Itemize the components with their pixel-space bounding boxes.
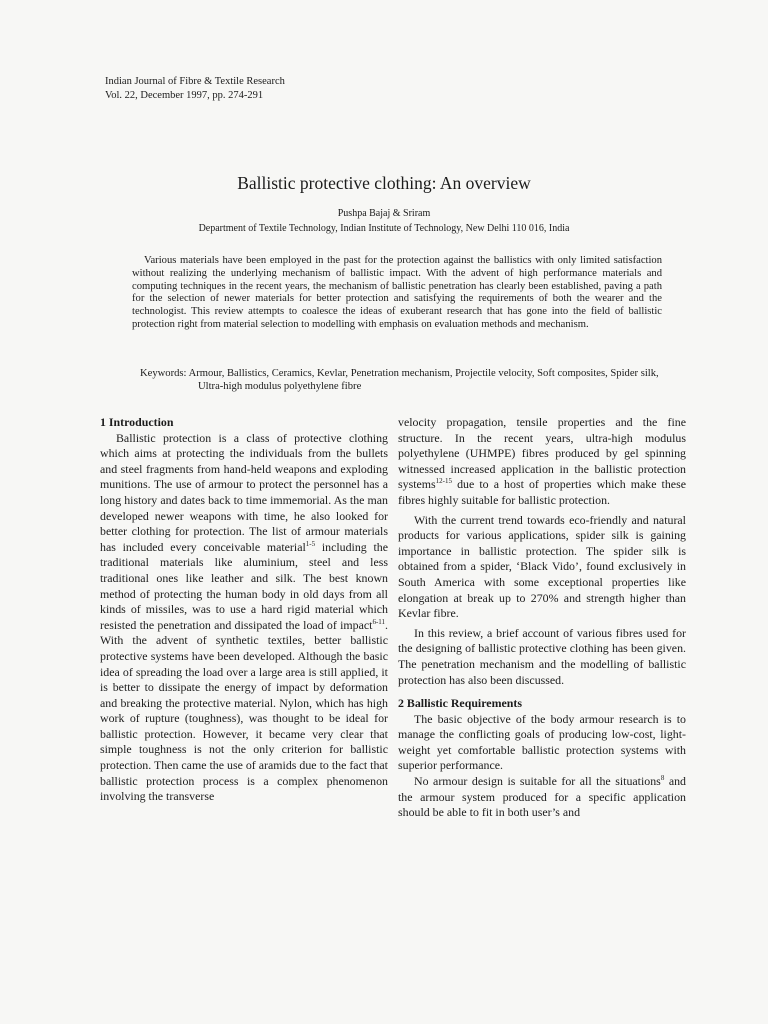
journal-name: Indian Journal of Fibre & Textile Research <box>105 76 285 87</box>
section-heading-ballistic-requirements: 2 Ballistic Requirements <box>398 696 522 711</box>
citation-ref: 1-5 <box>305 539 316 548</box>
intro-text-1: Ballistic protection is a class of protective clothing which aims at protecting the individuals from the bullets and steel fragments from hand-held weapons and exploding munitions. The use of armour to protect the personnel has a long history and dates back to time immemorial. As the man developed newer weapons with time, he also looked for better clothing for protection. The list of armour materials has included every conceivable material <box>100 430 388 554</box>
paper-title: Ballistic protective clothing: An overview <box>237 173 531 193</box>
body-paragraph <box>398 415 686 509</box>
sec2-text-2: and the armour system produced for a specific application should be able to fit in both user’s and <box>398 774 686 820</box>
author-affiliation: Department of Textile Technology, Indian Institute of Technology, New Delhi 110 016, India <box>198 223 570 234</box>
left-column <box>100 415 388 805</box>
right-text-1: velocity propagation, tensile properties and the fine structure. In the recent years, ultra-high modulus polyethylene (UHMPE) fibres produced by gel spinning witnessed increased application in the ballistic protection systems <box>398 415 686 492</box>
journal-header <box>105 75 285 102</box>
citation-ref: 12-15 <box>435 477 453 486</box>
keywords-label: Keywords: <box>140 368 187 379</box>
body-paragraph <box>398 774 686 821</box>
body-paragraph: The basic objective of the body armour research is to manage the conflicting goals of producing low-cost, light-weight yet comfortable ballistic protection systems with superior performance. <box>398 711 686 773</box>
intro-text-3: . With the advent of synthetic textiles, better ballistic protective systems have been developed. Although the basic idea of spreading the load over a large area is still applied, it is better to dissipate the energy of impact by deformation and breaking the protective material. Nylon, which has high work of rupture (toughness), was thought to be ideal for ballistic protection. However, it became very clear that simple toughness is not the only criterion for ballistic protection. Then came the use of aramids due to the fact that ballistic protection process is a complex phenomenon involving the transverse <box>100 617 388 804</box>
journal-volume: Vol. 22, December 1997, pp. 274-291 <box>105 89 264 101</box>
body-paragraph: With the current trend towards eco-friendly and natural products for various applications, spider silk is gaining importance in ballistic protection. The spider silk is obtained from a spider, ‘Black Vido’, found exclusively in South America with some exceptional properties like elongation at break up to 270% and strength higher than Kevlar fibre. <box>398 512 686 621</box>
paper-authors: Pushpa Bajaj & Sriram <box>337 208 431 219</box>
intro-paragraph <box>100 431 388 805</box>
body-paragraph: In this review, a brief account of various fibres used for the designing of ballistic protective clothing has been given. The penetration mechanism and the modelling of ballistic protection has also been discussed. <box>398 625 686 687</box>
keywords-text: Armour, Ballistics, Ceramics, Kevlar, Penetration mechanism, Projectile velocity, Soft composites, Spider silk, Ultra-high modulus polyethylene fibre <box>188 368 659 392</box>
right-text-2: due to a host of properties which make these fibres highly suitable for ballistic protection. <box>398 477 686 507</box>
abstract: Various materials have been employed in the past for the protection against the ballistics with only limited satisfaction without realizing the underlying mechanism of ballistic impact. With the advent of high performance materials and computing techniques in the recent years, the mechanism of ballistic penetration has clearly been established, paving a path for the selection of newer materials for better protection and satisfying the requirements of both the wearer and the technologist. This review attempts to coalesce the ideas of exuberant research that has gone into the field of ballistic protection right from material selection to modelling with emphasis on evaluation methods and mechanism. <box>132 255 662 330</box>
citation-ref: 8 <box>660 774 665 783</box>
citation-ref: 6-11 <box>372 617 386 626</box>
keywords <box>132 367 662 393</box>
section-heading-introduction: 1 Introduction <box>100 415 174 429</box>
right-column <box>398 415 686 821</box>
intro-text-2: including the traditional materials like aluminium, steel and less traditional ones like leather and silk. The best known method of protecting the human body in old days from all kinds of missiles, was to use a hard rigid material which resisted the penetration and dissipated the load of impact <box>100 539 388 632</box>
sec2-text-1: No armour design is suitable for all the situations <box>414 774 661 789</box>
